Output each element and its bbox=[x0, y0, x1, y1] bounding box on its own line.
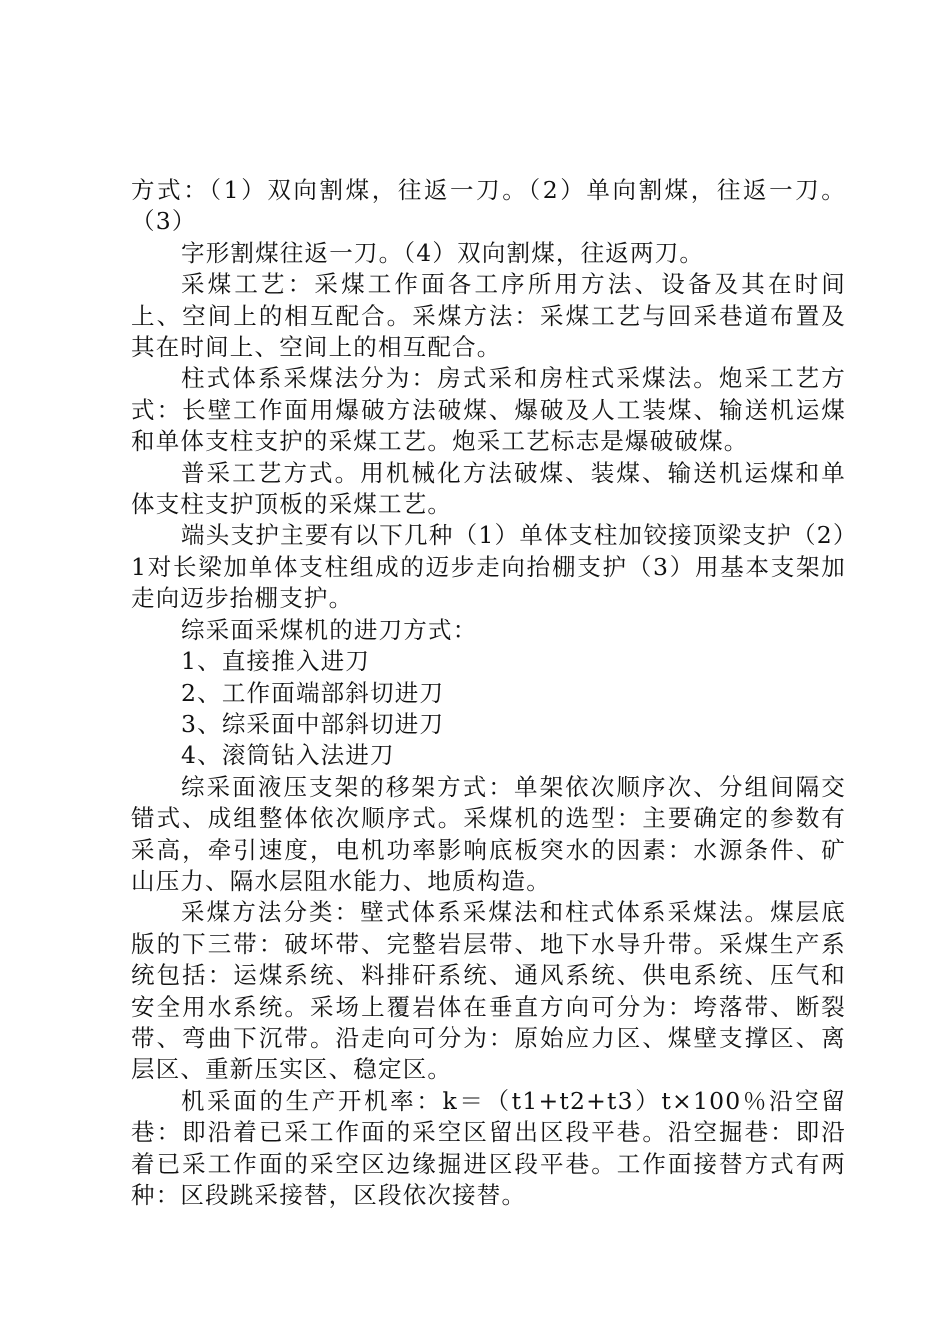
paragraph-end-support: 端头支护主要有以下几种（1）单体支柱加铰接顶梁支护（2）1对长梁加单体支柱组成的迈步走向抬棚支护（3）用基本支架加走向迈步抬棚支护。 bbox=[131, 521, 846, 613]
paragraph-conventional-mining: 普采工艺方式。用机械化方法破煤、装煤、输送机运煤和单体支柱支护顶板的采煤工艺。 bbox=[131, 458, 846, 519]
paragraph-pillar-system: 柱式体系采煤法分为：房式采和房柱式采煤法。炮采工艺方式：长壁工作面用爆破方法破煤、爆破及人工装煤、输送机运煤和单体支柱支护的采煤工艺。炮采工艺标志是爆破破煤。 bbox=[131, 364, 846, 456]
list-item: 2、工作面端部斜切进刀 bbox=[181, 678, 445, 707]
paragraph-mining-technology: 采煤工艺：采煤工作面各工序所用方法、设备及其在时间上、空间上的相互配合。采煤方法：采煤工艺与回采巷道布置及其在时间上、空间上的相互配合。 bbox=[131, 270, 846, 362]
list-item: 3、综采面中部斜切进刀 bbox=[181, 709, 445, 738]
paragraph-mining-classification: 采煤方法分类：壁式体系采煤法和柱式体系采煤法。煤层底版的下三带：破坏带、完整岩层带、地下水导升带。采煤生产系统包括：运煤系统、料排矸系统、通风系统、供电系统、压气和安全用水系统。采场上覆岩体在垂直方向可分为：垮落带、断裂带、弯曲下沉带。沿走向可分为：原始应力区、煤壁支撑区、离层区、重新压实区、稳定区。 bbox=[131, 898, 846, 1084]
paragraph-cutting-methods-cont: 字形割煤往返一刀。（4）双向割煤，往返两刀。 bbox=[181, 238, 705, 267]
document-page bbox=[131, 175, 846, 1211]
paragraph-operating-rate: 机采面的生产开机率：k＝（t1+t2+t3）t×100％沿空留巷：即沿着已采工作面的采空区留出区段平巷。沿空掘巷：即沿着已采工作面的采空区边缘掘进区段平巷。工作面接替方式有两种：区段跳采接替，区段依次接替。 bbox=[131, 1086, 846, 1209]
paragraph-cutting-methods: 方式：（1）双向割煤，往返一刀。（2）单向割煤，往返一刀。（3） bbox=[131, 176, 846, 236]
list-item: 4、滚筒钻入法进刀 bbox=[181, 741, 395, 770]
paragraph-support-advance: 综采面液压支架的移架方式：单架依次顺序次、分组间隔交错式、成组整体依次顺序式。采煤机的选型：主要确定的参数有采高，牵引速度，电机功率影响底板突水的因素：水源条件、矿山压力、隔水层阻水能力、地质构造。 bbox=[131, 772, 846, 895]
paragraph-shearer-sumping-heading: 综采面采煤机的进刀方式： bbox=[181, 615, 478, 644]
list-item: 1、直接推入进刀 bbox=[181, 647, 371, 676]
